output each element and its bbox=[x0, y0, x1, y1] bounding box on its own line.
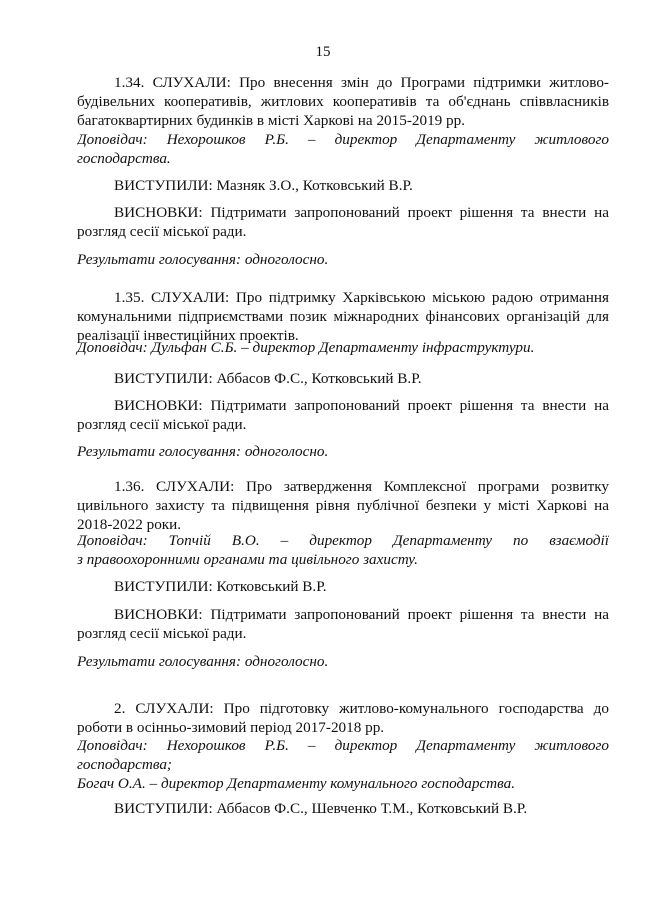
heard-line: 2018-2022 роки. bbox=[77, 516, 182, 533]
speaker-line: Доповідач: Дульфан С.Б. – директор Департаменту інфраструктури. bbox=[77, 339, 535, 356]
conclusions-line: ВИСНОВКИ: Підтримати запропонований проект рішення та внести на bbox=[114, 606, 609, 623]
heard-line: будівельних кооперативів, житлових кооперативів та об'єднань співвласників bbox=[77, 93, 609, 110]
conclusions-line: розгляд сесії міської ради. bbox=[77, 223, 247, 240]
vote-result: Результати голосування: одноголосно. bbox=[77, 443, 329, 460]
speaker-1-36 bbox=[77, 531, 609, 569]
agenda-item-1-35 bbox=[77, 288, 609, 345]
heard-line: багатоквартирних будинків в місті Харкові на 2015-2019 рр. bbox=[77, 112, 466, 129]
speaker-line: Доповідач: Топчій В.О. – директор Департаменту по взаємодії bbox=[77, 532, 609, 549]
heard-line: 1.36. СЛУХАЛИ: Про затвердження Комплексної програми розвитку bbox=[114, 478, 609, 495]
speaker-line: Богач О.А. – директор Департаменту комунального господарства. bbox=[77, 775, 516, 792]
spoke-line: ВИСТУПИЛИ: Котковський В.Р. bbox=[114, 578, 327, 595]
spoke-line: ВИСТУПИЛИ: Мазняк З.О., Котковський В.Р. bbox=[114, 177, 413, 194]
speaker-1-35 bbox=[77, 338, 609, 357]
heard-line: роботи в осінньо-зимовий період 2017-2018 рр. bbox=[77, 719, 385, 736]
vote-result: Результати голосування: одноголосно. bbox=[77, 653, 329, 670]
heard-line: 1.35. СЛУХАЛИ: Про підтримку Харківською міською радою отримання bbox=[114, 289, 609, 306]
heard-line: реалізації інвестиційних проектів. bbox=[77, 327, 299, 344]
spoke-line: ВИСТУПИЛИ: Аббасов Ф.С., Шевченко Т.М., Котковський В.Р. bbox=[114, 800, 528, 817]
conclusions-1-34 bbox=[77, 203, 609, 241]
spoke-2 bbox=[77, 799, 609, 818]
spoke-line: ВИСТУПИЛИ: Аббасов Ф.С., Котковський В.Р. bbox=[114, 370, 422, 387]
agenda-item-1-34 bbox=[77, 73, 609, 130]
vote-1-34 bbox=[77, 250, 609, 269]
agenda-item-1-36 bbox=[77, 477, 609, 534]
speaker-line: господарства; bbox=[77, 756, 172, 773]
page-number: 15 bbox=[315, 44, 331, 60]
spoke-1-35 bbox=[77, 369, 609, 388]
conclusions-line: розгляд сесії міської ради. bbox=[77, 416, 247, 433]
spoke-1-36 bbox=[77, 577, 609, 596]
vote-1-36 bbox=[77, 652, 609, 671]
conclusions-1-36 bbox=[77, 605, 609, 643]
conclusions-line: розгляд сесії міської ради. bbox=[77, 625, 247, 642]
speaker-1-34 bbox=[77, 130, 609, 168]
heard-line: цивільного захисту та підвищення рівня публічної безпеки у місті Харкові на bbox=[77, 497, 609, 514]
conclusions-line: ВИСНОВКИ: Підтримати запропонований проект рішення та внести на bbox=[114, 397, 609, 414]
conclusions-1-35 bbox=[77, 396, 609, 434]
speaker-line: Доповідач: Нехорошков Р.Б. – директор Департаменту житлового bbox=[77, 131, 609, 148]
speaker-2 bbox=[77, 736, 609, 793]
conclusions-line: ВИСНОВКИ: Підтримати запропонований проект рішення та внести на bbox=[114, 204, 609, 221]
speaker-line: господарства. bbox=[77, 150, 171, 167]
heard-line: комунальними підприємствами позик міжнародних фінансових організацій для bbox=[77, 308, 609, 325]
vote-1-35 bbox=[77, 442, 609, 461]
agenda-item-2 bbox=[77, 699, 609, 737]
speaker-line: з правоохоронними органами та цивільного захисту. bbox=[77, 551, 418, 568]
heard-line: 2. СЛУХАЛИ: Про підготовку житлово-комунального господарства до bbox=[114, 700, 609, 717]
heard-line: 1.34. СЛУХАЛИ: Про внесення змін до Програми підтримки житлово- bbox=[114, 74, 609, 91]
vote-result: Результати голосування: одноголосно. bbox=[77, 251, 329, 268]
spoke-1-34 bbox=[77, 176, 609, 195]
speaker-line: Доповідач: Нехорошков Р.Б. – директор Департаменту житлового bbox=[77, 737, 609, 754]
